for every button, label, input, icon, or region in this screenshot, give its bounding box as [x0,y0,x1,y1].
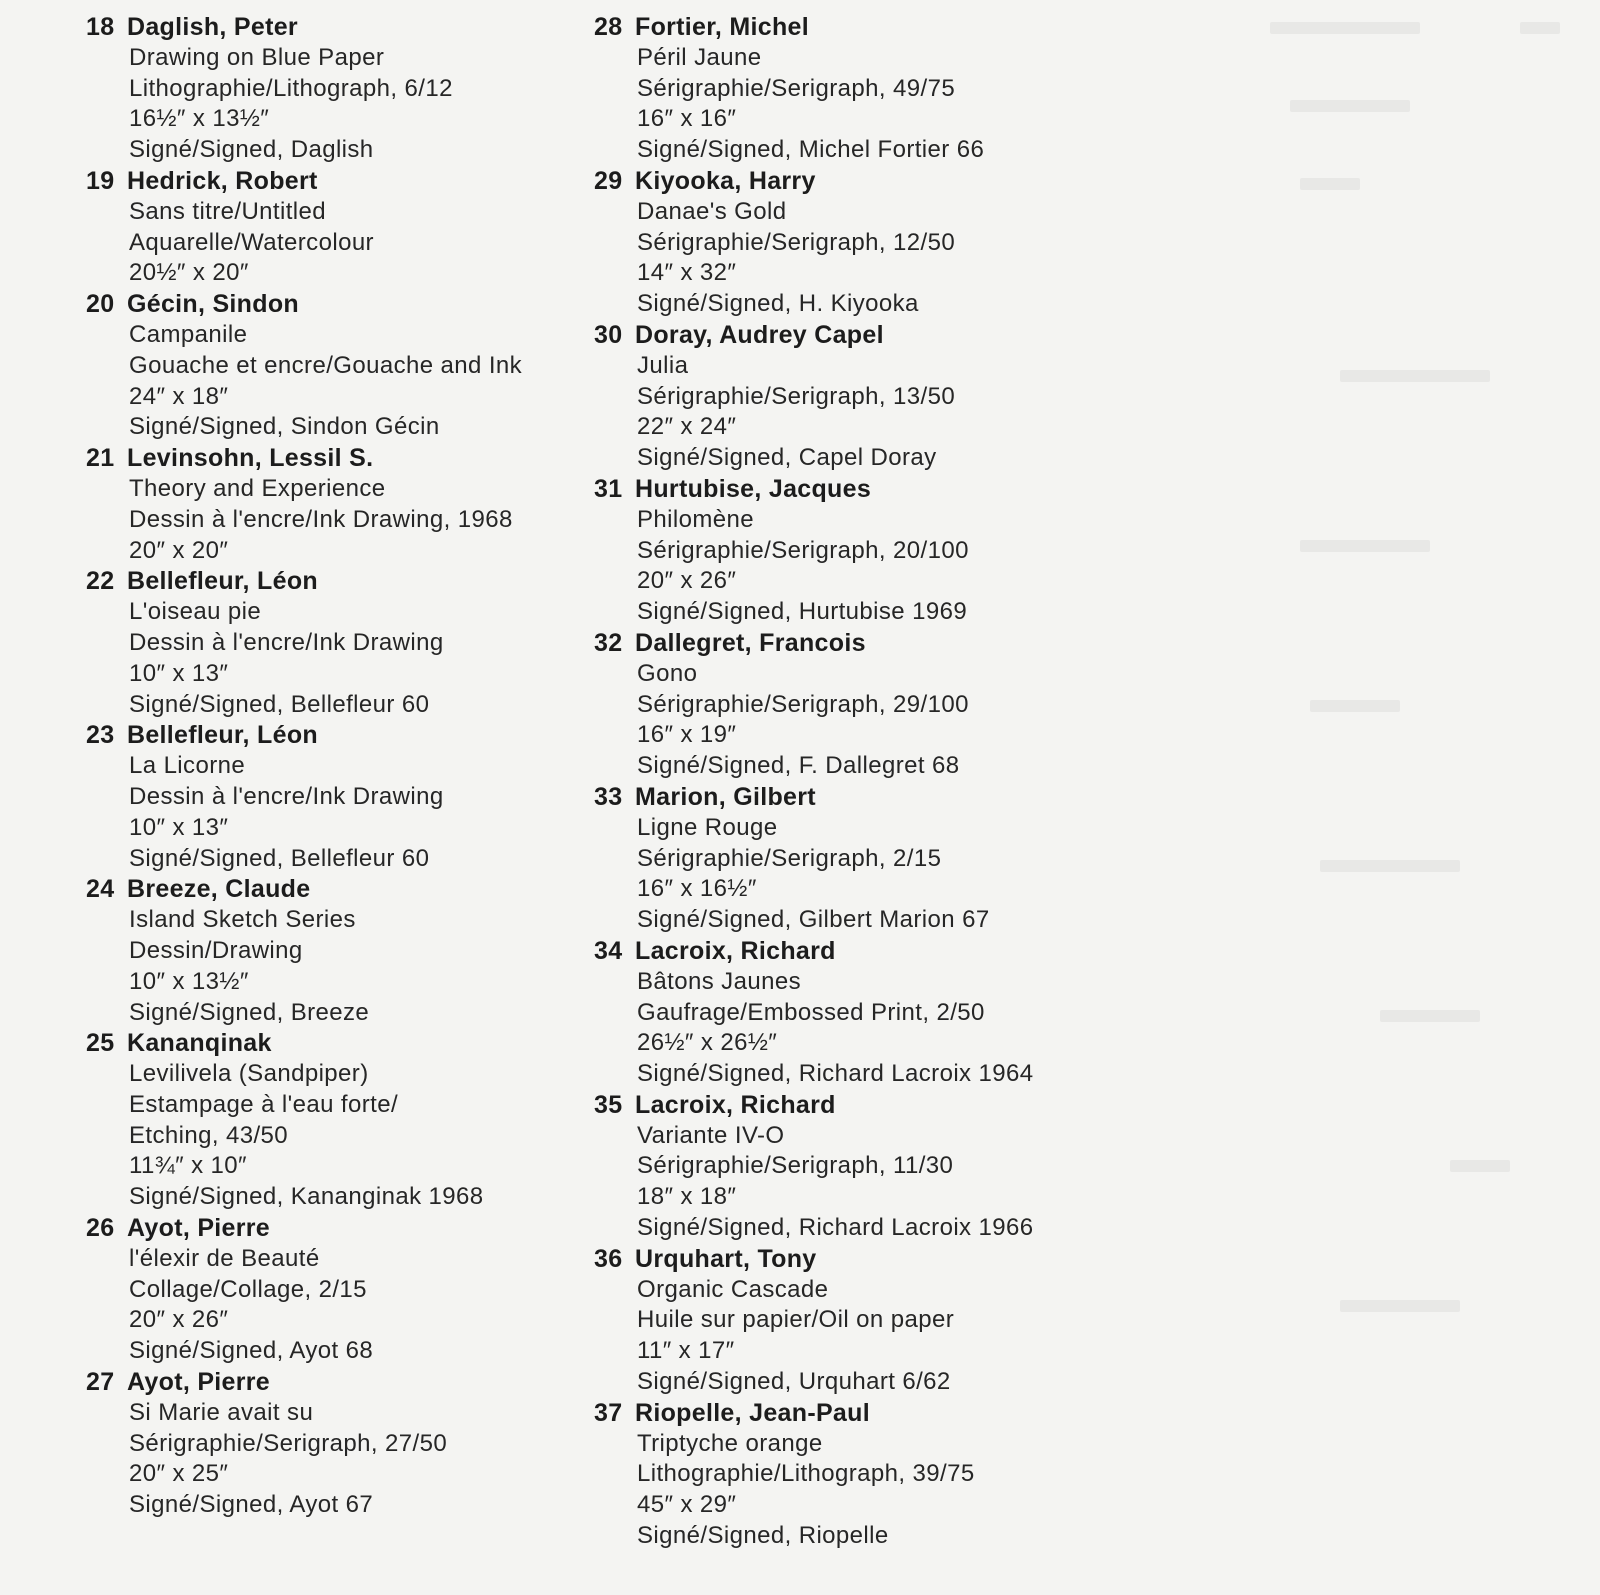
entry-detail-line: Triptyche orange [637,1429,823,1457]
artist-name: Kananqinak [127,1029,272,1058]
catalogue-entry [86,443,522,566]
bleed-mark [1300,540,1430,552]
entry-heading [594,1090,1034,1121]
entry-number: 18 [86,13,115,41]
artist-name: Lacroix, Richard [635,936,836,965]
entry-heading [86,166,522,197]
entry-detail-line: 16½″ x 13½″ [129,105,270,133]
entry-number: 29 [594,166,623,195]
catalogue-entry [594,474,1034,628]
entry-detail-line: 11¾″ x 10″ [129,1152,247,1180]
entry-detail-line: Danae's Gold [637,197,787,225]
entry-number: 21 [86,444,115,473]
entry-number: 24 [86,875,115,904]
entry-detail-line: 16″ x 16½″ [637,875,757,903]
entry-heading [594,936,1034,967]
entry-detail-line: Gaufrage/Embossed Print, 2/50 [637,998,985,1026]
entry-detail-line: 20″ x 26″ [129,1306,229,1334]
entry-detail-line: La Licorne [129,752,246,780]
entry-detail-line: Levilivela (Sandpiper) [129,1060,369,1088]
entry-detail-line: Signé/Signed, Bellefleur 60 [129,844,430,872]
catalogue-entry [594,1090,1034,1244]
bleed-mark [1310,700,1400,712]
catalogue-entry [594,1244,1034,1398]
entry-detail-line: Signé/Signed, Riopelle [637,1522,889,1550]
catalogue-entry [594,1398,1034,1552]
entry-heading [86,1213,522,1244]
entry-detail-line: 20″ x 20″ [129,536,229,564]
entry-detail-line: Etching, 43/50 [129,1121,289,1149]
entry-heading [594,782,1034,813]
bleed-mark [1340,370,1490,382]
entry-detail-line: Signé/Signed, H. Kiyooka [637,290,919,318]
entry-detail-line: Dessin à l'encre/Ink Drawing [129,782,444,810]
artist-name: Daglish, Peter [127,13,298,41]
entry-detail-line: 20″ x 26″ [637,567,737,595]
entry-number: 27 [86,1368,115,1397]
entry-detail-line: Gouache et encre/Gouache and Ink [129,351,523,379]
entry-heading [86,1028,522,1059]
artist-name: Gécin, Sindon [127,290,299,319]
entry-detail-line: Signé/Signed, Michel Fortier 66 [637,136,985,164]
catalogue-entry [594,12,1034,166]
entry-detail-line: Signé/Signed, Bellefleur 60 [129,690,430,718]
entry-detail-line: 16″ x 19″ [637,721,737,749]
entry-number: 36 [594,1244,623,1273]
entry-heading [594,320,1034,351]
entry-detail-line: Signé/Signed, Kananginak 1968 [129,1183,484,1211]
left-column [86,12,522,1521]
entry-number: 20 [86,290,115,319]
entry-detail-line: Dessin/Drawing [129,936,303,964]
bleed-mark [1320,860,1460,872]
bleed-mark [1270,22,1420,34]
entry-number: 19 [86,166,115,195]
artist-name: Urquhart, Tony [635,1244,817,1273]
entry-detail-line: Signé/Signed, Daglish [129,136,374,164]
artist-name: Ayot, Pierre [127,1368,271,1397]
entry-heading [86,289,522,320]
entry-detail-line: Estampage à l'eau forte/ [129,1090,399,1118]
catalogue-entry [594,936,1034,1090]
entry-detail-line: Signé/Signed, Capel Doray [637,444,937,472]
entry-detail-line: Signé/Signed, Ayot 68 [129,1337,374,1365]
entry-number: 34 [594,936,623,965]
entry-detail-line: 11″ x 17″ [637,1337,735,1365]
entry-detail-line: Aquarelle/Watercolour [129,228,374,256]
entry-detail-line: Variante IV-O [637,1121,785,1149]
entry-detail-line: Theory and Experience [129,474,386,502]
entry-detail-line: 10″ x 13″ [129,659,229,687]
entry-detail-line: Philomène [637,505,755,533]
entry-heading [86,874,522,905]
entry-heading [594,1398,1034,1429]
catalogue-entry [86,289,522,443]
entry-heading [594,1244,1034,1275]
bleed-mark [1380,1010,1480,1022]
entry-detail-line: Sérigraphie/Serigraph, 12/50 [637,228,956,256]
bleed-mark [1340,1300,1460,1312]
artist-name: Marion, Gilbert [635,782,816,811]
artist-name: Fortier, Michel [635,13,809,41]
entry-number: 33 [594,782,623,811]
entry-detail-line: Signé/Signed, Sindon Gécin [129,413,440,441]
artist-name: Riopelle, Jean-Paul [635,1398,870,1427]
entry-number: 22 [86,567,115,596]
catalogue-entry [86,566,522,720]
entry-detail-line: Huile sur papier/Oil on paper [637,1306,955,1334]
entry-detail-line: Dessin à l'encre/Ink Drawing [129,628,444,656]
entry-number: 30 [594,320,623,349]
entry-detail-line: Lithographie/Lithograph, 39/75 [637,1460,975,1488]
artist-name: Kiyooka, Harry [635,166,816,195]
entry-detail-line: Signé/Signed, Richard Lacroix 1964 [637,1060,1034,1088]
entry-detail-line: L'oiseau pie [129,598,262,626]
entry-detail-line: Signé/Signed, F. Dallegret 68 [637,752,960,780]
entry-detail-line: Julia [637,351,689,379]
entry-detail-line: Signé/Signed, Gilbert Marion 67 [637,906,990,934]
entry-detail-line: Dessin à l'encre/Ink Drawing, 1968 [129,505,513,533]
entry-detail-line: Sérigraphie/Serigraph, 27/50 [129,1429,448,1457]
entry-detail-line: Island Sketch Series [129,906,356,934]
entry-detail-line: Si Marie avait su [129,1398,314,1426]
entry-detail-line: Sérigraphie/Serigraph, 11/30 [637,1152,954,1180]
entry-heading [594,166,1034,197]
entry-detail-line: 20″ x 25″ [129,1460,229,1488]
entry-number: 23 [86,721,115,750]
artist-name: Levinsohn, Lessil S. [127,444,374,473]
entry-heading [594,12,1034,43]
entry-detail-line: 45″ x 29″ [637,1491,737,1519]
entry-number: 35 [594,1090,623,1119]
entry-detail-line: 18″ x 18″ [637,1183,737,1211]
entry-detail-line: Bâtons Jaunes [637,967,801,995]
entry-number: 31 [594,474,623,503]
catalogue-entry [86,12,522,166]
entry-detail-line: Ligne Rouge [637,813,778,841]
entry-detail-line: Gono [637,659,698,687]
entry-heading [594,474,1034,505]
entry-detail-line: 20½″ x 20″ [129,259,249,287]
entry-heading [86,720,522,751]
catalogue-entry [86,874,522,1028]
entry-detail-line: Signé/Signed, Richard Lacroix 1966 [637,1214,1034,1242]
entry-detail-line: 24″ x 18″ [129,382,229,410]
catalogue-entry [86,166,522,289]
entry-detail-line: 26½″ x 26½″ [637,1029,778,1057]
artist-name: Ayot, Pierre [127,1214,271,1243]
entry-heading [86,1367,522,1398]
entry-detail-line: Drawing on Blue Paper [129,43,385,71]
catalogue-entry [594,320,1034,474]
artist-name: Hedrick, Robert [127,166,318,195]
entry-number: 37 [594,1398,623,1427]
right-column [594,12,1034,1552]
bleed-mark [1520,22,1560,34]
catalogue-entry [594,166,1034,320]
entry-detail-line: Signé/Signed, Urquhart 6/62 [637,1368,951,1396]
entry-detail-line: Signé/Signed, Ayot 67 [129,1491,374,1519]
entry-heading [86,12,522,43]
entry-detail-line: Sérigraphie/Serigraph, 20/100 [637,536,969,564]
artist-name: Hurtubise, Jacques [635,474,872,503]
artist-name: Bellefleur, Léon [127,721,318,750]
entry-detail-line: Sérigraphie/Serigraph, 2/15 [637,844,942,872]
entry-detail-line: Signé/Signed, Hurtubise 1969 [637,598,968,626]
entry-detail-line: 10″ x 13½″ [129,967,249,995]
artist-name: Breeze, Claude [127,875,311,904]
entry-number: 32 [594,628,623,657]
entry-detail-line: Péril Jaune [637,43,762,71]
artist-name: Doray, Audrey Capel [635,320,884,349]
bleed-mark [1290,100,1410,112]
entry-detail-line: Organic Cascade [637,1275,829,1303]
entry-detail-line: 16″ x 16″ [637,105,737,133]
entry-detail-line: Sans titre/Untitled [129,197,327,225]
entry-heading [86,566,522,597]
catalogue-entry [594,628,1034,782]
bleed-mark [1300,178,1360,190]
entry-detail-line: Campanile [129,320,248,348]
entry-detail-line: Signé/Signed, Breeze [129,998,370,1026]
entry-detail-line: Collage/Collage, 2/15 [129,1275,367,1303]
entry-detail-line: 10″ x 13″ [129,813,229,841]
artist-name: Dallegret, Francois [635,628,866,657]
artist-name: Lacroix, Richard [635,1090,836,1119]
catalogue-entry [86,1028,522,1213]
artist-name: Bellefleur, Léon [127,567,318,596]
entry-detail-line: 14″ x 32″ [637,259,737,287]
bleed-mark [1450,1160,1510,1172]
entry-number: 28 [594,13,623,41]
catalogue-entry [86,1213,522,1367]
entry-number: 26 [86,1214,115,1243]
entry-detail-line: Sérigraphie/Serigraph, 49/75 [637,74,956,102]
entry-heading [86,443,522,474]
entry-detail-line: 22″ x 24″ [637,413,737,441]
catalogue-entry [594,782,1034,936]
entry-detail-line: Lithographie/Lithograph, 6/12 [129,74,453,102]
entry-heading [594,628,1034,659]
catalogue-entry [86,1367,522,1521]
entry-detail-line: Sérigraphie/Serigraph, 13/50 [637,382,956,410]
entry-detail-line: l'élexir de Beauté [129,1244,320,1272]
catalogue-entry [86,720,522,874]
entry-number: 25 [86,1029,115,1058]
entry-detail-line: Sérigraphie/Serigraph, 29/100 [637,690,969,718]
